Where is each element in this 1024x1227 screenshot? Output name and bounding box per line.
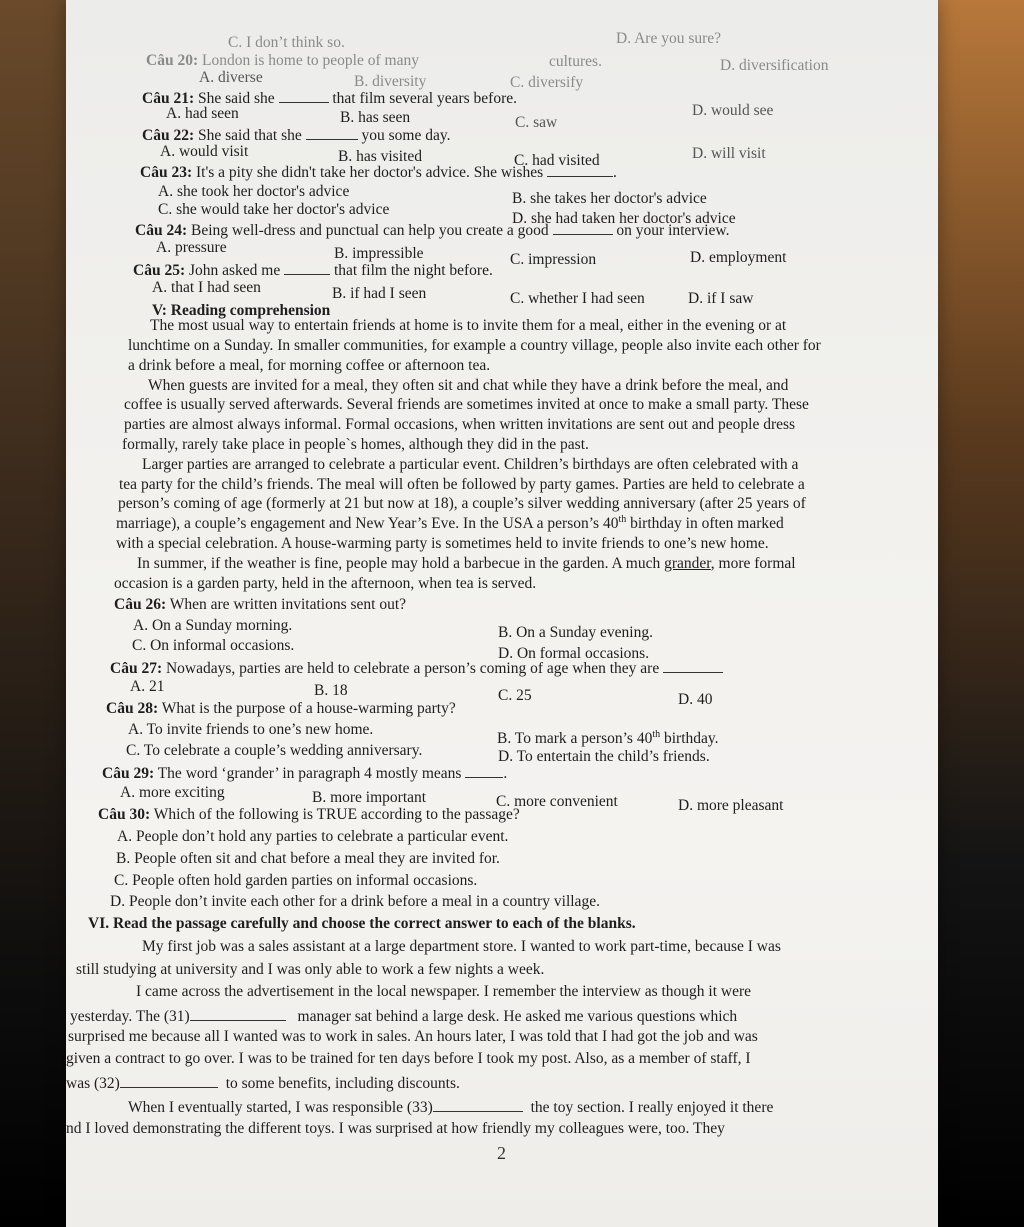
page-number: 2 [497,1143,506,1163]
q21-option-c: C. saw [515,114,558,131]
passage-line: nd I loved demonstrating the different toys. I was surprised at how friendly my colleagues were, too. They [66,1120,725,1137]
blank-31 [190,1006,286,1021]
q26-text: When are written invitations sent out? [169,596,407,613]
q22-option-d: D. will visit [692,145,766,162]
q29-option-a: A. more exciting [120,784,225,801]
passage-line: still studying at university and I was only able to work a few nights a week. [76,961,545,978]
q28-option-a: A. To invite friends to one’s new home. [128,721,374,738]
q23-option-c: C. she would take her doctor's advice [158,201,390,218]
q29-label: Câu 29: [102,765,155,782]
section-6-heading: VI. Read the passage carefully and choose the correct answer to each of the blanks. [88,915,636,932]
q22-option-a: A. would visit [160,143,249,160]
q25-option-d: D. if I saw [688,290,754,307]
question-23 [140,162,617,182]
q25-option-a: A. that I had seen [152,279,261,296]
q25-blank [284,260,330,275]
question-28 [106,700,456,718]
q21-option-b: B. has seen [340,109,411,126]
q22-pre: She said that she [197,127,302,144]
question-27 [110,658,723,678]
passage-line [128,1097,773,1117]
question-20 [146,52,419,70]
blank-32 [120,1073,218,1088]
q21-pre: She said she [197,90,275,107]
q29-blank [465,763,503,778]
q25-pre: John asked me [188,262,281,279]
q25-label: Câu 25: [133,262,186,279]
q26-option-b: B. On a Sunday evening. [498,624,653,641]
passage-line: lunchtime on a Sunday. In smaller communities, for example a country village, people also invite each other for [128,337,821,354]
q28-label: Câu 28: [106,700,159,717]
q20-label: Câu 20: [146,52,199,69]
option-d-prev: D. Are you sure? [616,30,722,47]
background-right [934,0,1024,1227]
passage-line [70,1006,737,1026]
q30-label: Câu 30: [98,806,151,823]
passage-line: a drink before a meal, for morning coffee or afternoon tea. [128,357,491,374]
superscript-th: th [652,728,661,740]
q28-option-b-post: birthday. [660,730,719,747]
q20-option-d: D. diversification [720,57,829,74]
question-29 [102,763,507,783]
blank-32-lead: was (32) [66,1075,120,1092]
q27-option-d: D. 40 [678,691,713,708]
q26-option-a: A. On a Sunday morning. [133,617,293,634]
q25-option-c: C. whether I had seen [510,290,645,307]
q20-tail: cultures. [549,53,602,70]
q23-pre: It's a pity she didn't take her doctor's advice. She wishes [195,164,544,181]
q23-option-b: B. she takes her doctor's advice [512,190,707,207]
q29-post: . [503,765,508,782]
passage-line: My first job was a sales assistant at a large department store. I wanted to work part-time, because I was [142,938,781,955]
q30-option-c: C. People often hold garden parties on informal occasions. [114,872,478,889]
question-22 [142,125,450,145]
q25-option-b: B. if had I seen [332,285,427,302]
section-5-heading: V: Reading comprehension [152,302,331,319]
blank-33-lead: When I eventually started, I was responsible (33) [128,1099,433,1116]
p4-line1-post: , more formal [710,555,796,572]
q26-option-c: C. On informal occasions. [132,637,295,654]
question-30 [98,806,520,824]
q26-label: Câu 26: [114,596,167,613]
q28-option-c: C. To celebrate a couple’s wedding anniversary. [126,742,423,759]
q24-pre: Being well-dress and punctual can help you create a good [190,222,549,239]
q21-post: that film several years before. [332,90,517,107]
passage-line: formally, rarely take place in people`s homes, although they did in the past. [122,436,589,453]
passage-line [116,515,784,533]
q22-label: Câu 22: [142,127,195,144]
q30-option-a: A. People don’t hold any parties to celebrate a particular event. [117,828,509,845]
q28-option-b-text: B. To mark a person’s 40 [497,730,653,747]
q27-label: Câu 27: [110,660,163,677]
q22-blank [306,125,358,140]
q20-option-c: C. diversify [510,74,584,91]
p3-line4-post: birthday in often marked [626,515,784,532]
passage-line: parties are almost always informal. Formal occasions, when written invitations are sent out and people dress [124,416,796,433]
q22-option-c: C. had visited [514,152,600,169]
q30-text: Which of the following is TRUE according to the passage? [153,806,520,823]
q24-option-d: D. employment [690,249,787,266]
passage-line [137,555,796,573]
q27-blank [663,658,723,673]
q24-blank [553,220,613,235]
q28-option-d: D. To entertain the child’s friends. [498,748,710,765]
p3-line4-text: marriage), a couple’s engagement and New Year’s Eve. In the USA a person’s 40 [116,515,619,532]
q29-option-b: B. more important [312,789,427,806]
passage-line: When guests are invited for a meal, they often sit and chat while they have a drink before the meal, and [148,377,789,394]
blank-32-tail: to some benefits, including discounts. [225,1075,460,1092]
q20-option-a: A. diverse [199,69,263,86]
passage-line [66,1073,460,1093]
q27-text: Nowadays, parties are held to celebrate a person’s coming of age when they are [165,660,660,677]
background-left [0,0,66,1227]
q23-post: . [613,164,617,181]
passage-line: I came across the advertisement in the local newspaper. I remember the interview as though it were [136,983,752,1000]
q24-label: Câu 24: [135,222,188,239]
passage-line: tea party for the child’s friends. The meal will often be followed by party games. Parties are held to celebrate a [119,476,805,493]
q26-option-d: D. On formal occasions. [498,645,650,662]
passage-line: Larger parties are arranged to celebrate a particular event. Children’s birthdays are often celebrated with a [142,456,799,473]
q28-option-b [497,730,719,748]
p4-line1-text: In summer, if the weather is fine, people may hold a barbecue in the garden. A much [137,555,661,572]
blank-33-tail: the toy section. I really enjoyed it there [530,1099,774,1116]
q20-text: London is home to people of many [201,52,419,69]
blank-31-lead: yesterday. The (31) [70,1008,190,1025]
passage-line: The most usual way to entertain friends at home is to invite them for a meal, either in the evening or at [150,317,787,334]
q24-post: on your interview. [616,222,730,239]
q25-post: that film the night before. [334,262,493,279]
question-26 [114,596,406,614]
q21-blank [279,88,329,103]
q23-label: Câu 23: [140,164,193,181]
superscript-th: th [618,513,627,525]
q21-option-a: A. had seen [166,105,239,122]
passage-line: with a special celebration. A house-warming party is sometimes held to invite friends to one’s new home. [116,535,769,552]
q29-option-c: C. more convenient [496,793,618,810]
q21-label: Câu 21: [142,90,195,107]
passage-line: surprised me because all I wanted was to work in sales. An hours later, I was told that I had got the job and was [68,1028,758,1045]
q28-text: What is the purpose of a house-warming party? [161,700,456,717]
q27-option-b: B. 18 [314,682,348,699]
q27-option-c: C. 25 [498,687,532,704]
passage-line: given a contract to go over. I was to be trained for ten days before I took my post. Also, as a member of staff, I [66,1050,751,1067]
underlined-word-grander: grander [664,555,711,572]
q30-option-d: D. People don’t invite each other for a drink before a meal in a country village. [110,893,600,910]
q30-option-b: B. People often sit and chat before a meal they are invited for. [116,850,500,867]
question-24 [135,220,729,240]
q29-option-d: D. more pleasant [678,797,784,814]
q24-option-c: C. impression [510,251,597,268]
q27-option-a: A. 21 [130,678,165,695]
blank-31-tail: manager sat behind a large desk. He asked me various questions which [297,1008,738,1025]
q22-option-b: B. has visited [338,148,422,165]
q22-post: you some day. [361,127,451,144]
passage-line: occasion is a garden party, held in the afternoon, when tea is served. [114,575,537,592]
passage-line: coffee is usually served afterwards. Several friends are sometimes invited at once to make a small party. These [124,396,809,413]
q23-option-d: D. she had taken her doctor's advice [512,210,736,227]
q24-option-b: B. impressible [334,245,424,262]
q24-option-a: A. pressure [156,239,227,256]
option-c-prev: C. I don’t think so. [228,34,345,51]
question-25 [133,260,493,280]
q23-blank [547,162,613,177]
passage-line: person’s coming of age (formerly at 21 but now at 18), a couple’s silver wedding anniversary (after 25 years of [118,495,806,512]
q23-option-a: A. she took her doctor's advice [158,183,350,200]
q29-text: The word ‘grander’ in paragraph 4 mostly means [157,765,462,782]
q20-option-b: B. diversity [354,73,427,90]
q21-option-d: D. would see [692,102,774,119]
blank-33 [433,1097,523,1112]
